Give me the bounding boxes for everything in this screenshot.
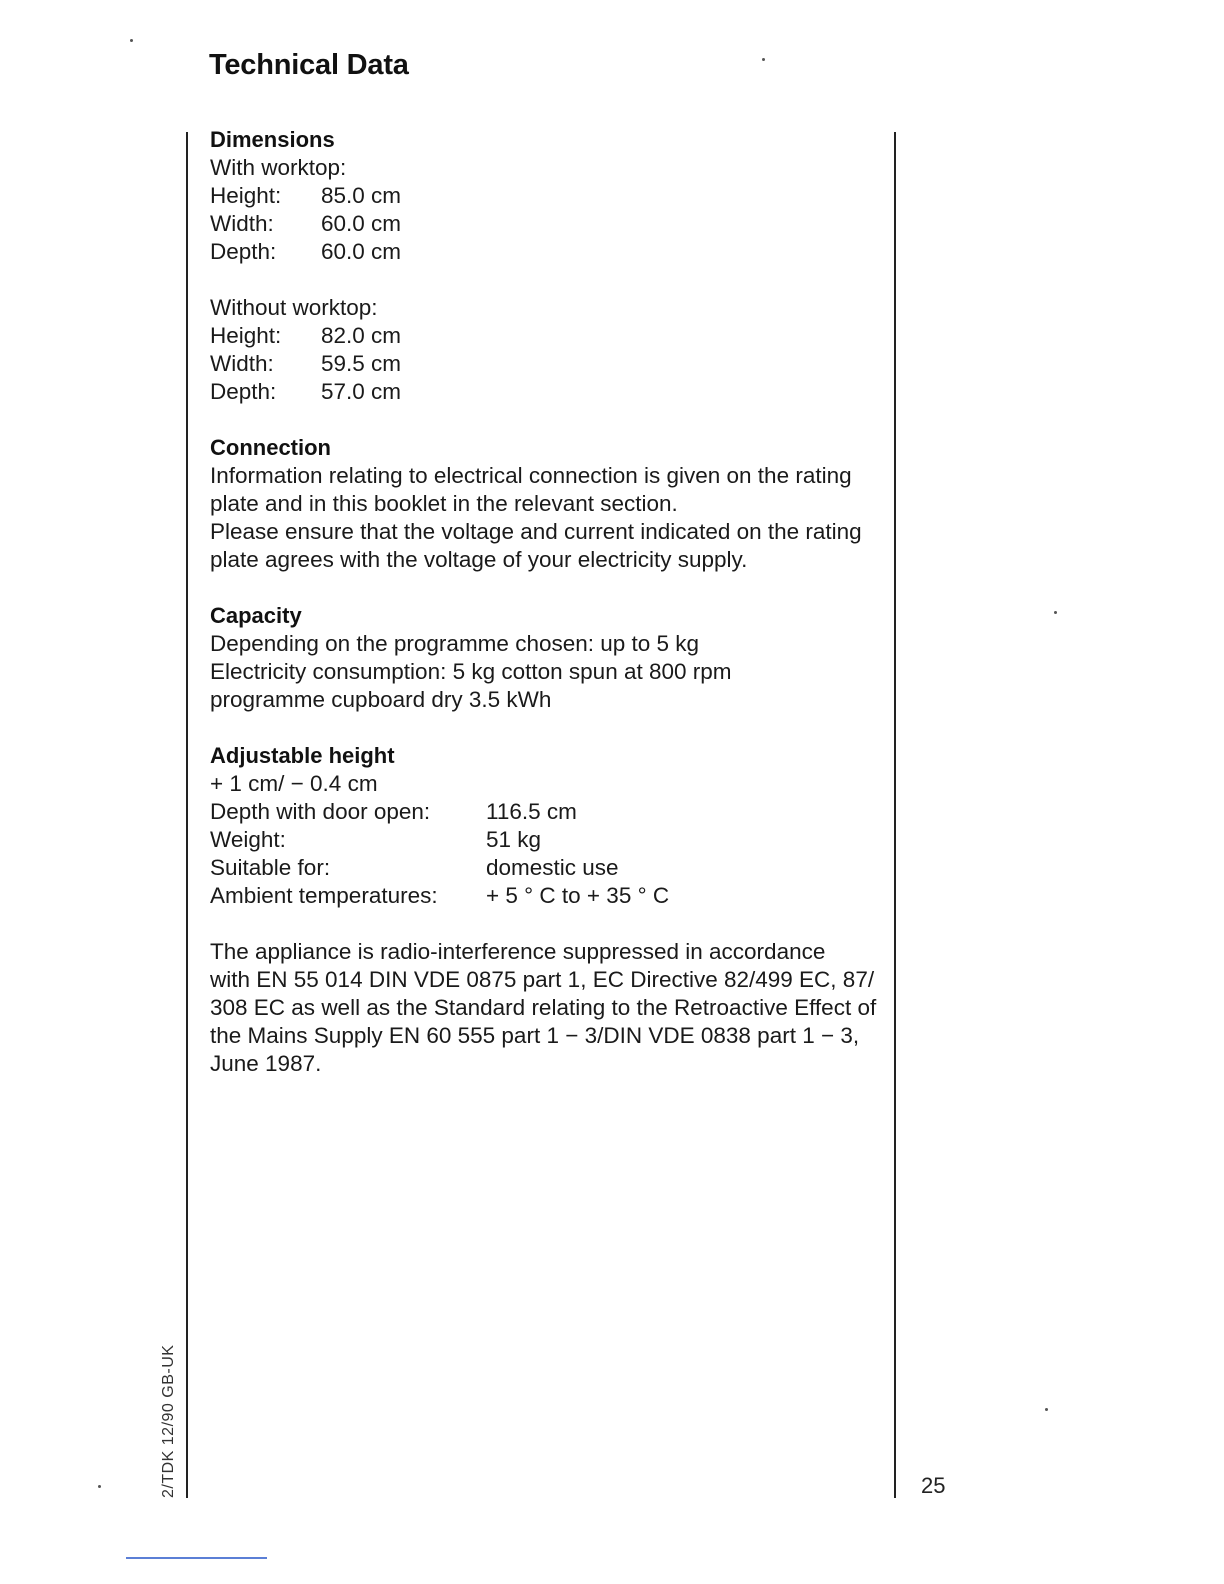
connection-heading: Connection — [210, 435, 331, 460]
scan-artifact-line — [126, 1557, 267, 1559]
dimension-row — [210, 378, 880, 406]
left-margin-rule — [186, 132, 188, 1498]
spec-row — [210, 798, 880, 826]
dimension-value: 57.0 cm — [321, 379, 402, 404]
connection-line: Information relating to electrical connection is given on the rating — [210, 463, 852, 488]
scan-speck — [130, 39, 133, 42]
spec-label: Weight: — [210, 827, 286, 852]
dimension-row — [210, 182, 880, 210]
scan-speck — [1054, 611, 1057, 614]
spec-label: Depth with door open: — [210, 799, 431, 824]
dimension-label: Depth: — [210, 379, 277, 404]
interference-line: with EN 55 014 DIN VDE 0875 part 1, EC Directive 82/499 EC, 87/ — [210, 967, 875, 992]
dimension-row — [210, 322, 880, 350]
dimension-value: 60.0 cm — [321, 211, 402, 236]
dimension-value: 82.0 cm — [321, 323, 402, 348]
right-margin-rule — [894, 132, 896, 1498]
connection-line: Please ensure that the voltage and current indicated on the rating — [210, 519, 862, 544]
capacity-line: programme cupboard dry 3.5 kWh — [210, 687, 552, 712]
technical-data-content — [210, 126, 880, 1078]
dimension-row — [210, 210, 880, 238]
spec-row — [210, 882, 880, 910]
with-worktop-label: With worktop: — [210, 155, 347, 180]
document-code: 2/TDK 12/90 GB-UK — [160, 1344, 177, 1498]
spec-row — [210, 826, 880, 854]
dimension-label: Height: — [210, 183, 282, 208]
capacity-line: Electricity consumption: 5 kg cotton spun at 800 rpm — [210, 659, 732, 684]
dimension-label: Width: — [210, 351, 274, 376]
dimension-label: Width: — [210, 211, 274, 236]
spec-value: 51 kg — [486, 827, 542, 852]
connection-line: plate and in this booklet in the relevant section. — [210, 491, 678, 516]
dimension-value: 59.5 cm — [321, 351, 402, 376]
dimension-row — [210, 350, 880, 378]
dimension-value: 85.0 cm — [321, 183, 402, 208]
dimension-row — [210, 238, 880, 266]
spec-value: 116.5 cm — [486, 799, 577, 824]
interference-line: the Mains Supply EN 60 555 part 1 − 3/DIN VDE 0838 part 1 − 3, — [210, 1023, 860, 1048]
interference-line: June 1987. — [210, 1051, 322, 1076]
capacity-heading: Capacity — [210, 603, 302, 628]
spec-value: domestic use — [486, 855, 619, 880]
interference-line: The appliance is radio-interference suppressed in accordance — [210, 939, 826, 964]
spec-label: Suitable for: — [210, 855, 331, 880]
page-number: 25 — [921, 1473, 946, 1498]
dimension-label: Depth: — [210, 239, 277, 264]
scan-speck — [1045, 1408, 1048, 1411]
adjustable-height-heading: Adjustable height — [210, 743, 395, 768]
capacity-line: Depending on the programme chosen: up to 5 kg — [210, 631, 700, 656]
spec-row — [210, 854, 880, 882]
connection-line: plate agrees with the voltage of your electricity supply. — [210, 547, 748, 572]
interference-line: 308 EC as well as the Standard relating to the Retroactive Effect of — [210, 995, 877, 1020]
without-worktop-label: Without worktop: — [210, 295, 378, 320]
spec-value: + 5 ° C to + 35 ° C — [486, 883, 670, 908]
page-title: Technical Data — [209, 49, 409, 81]
dimensions-heading: Dimensions — [210, 127, 335, 152]
adjustable-height-range: + 1 cm/ − 0.4 cm — [210, 771, 378, 796]
spec-label: Ambient temperatures: — [210, 883, 438, 908]
scan-speck — [762, 58, 765, 61]
dimension-value: 60.0 cm — [321, 239, 402, 264]
scan-speck — [98, 1485, 101, 1488]
dimension-label: Height: — [210, 323, 282, 348]
